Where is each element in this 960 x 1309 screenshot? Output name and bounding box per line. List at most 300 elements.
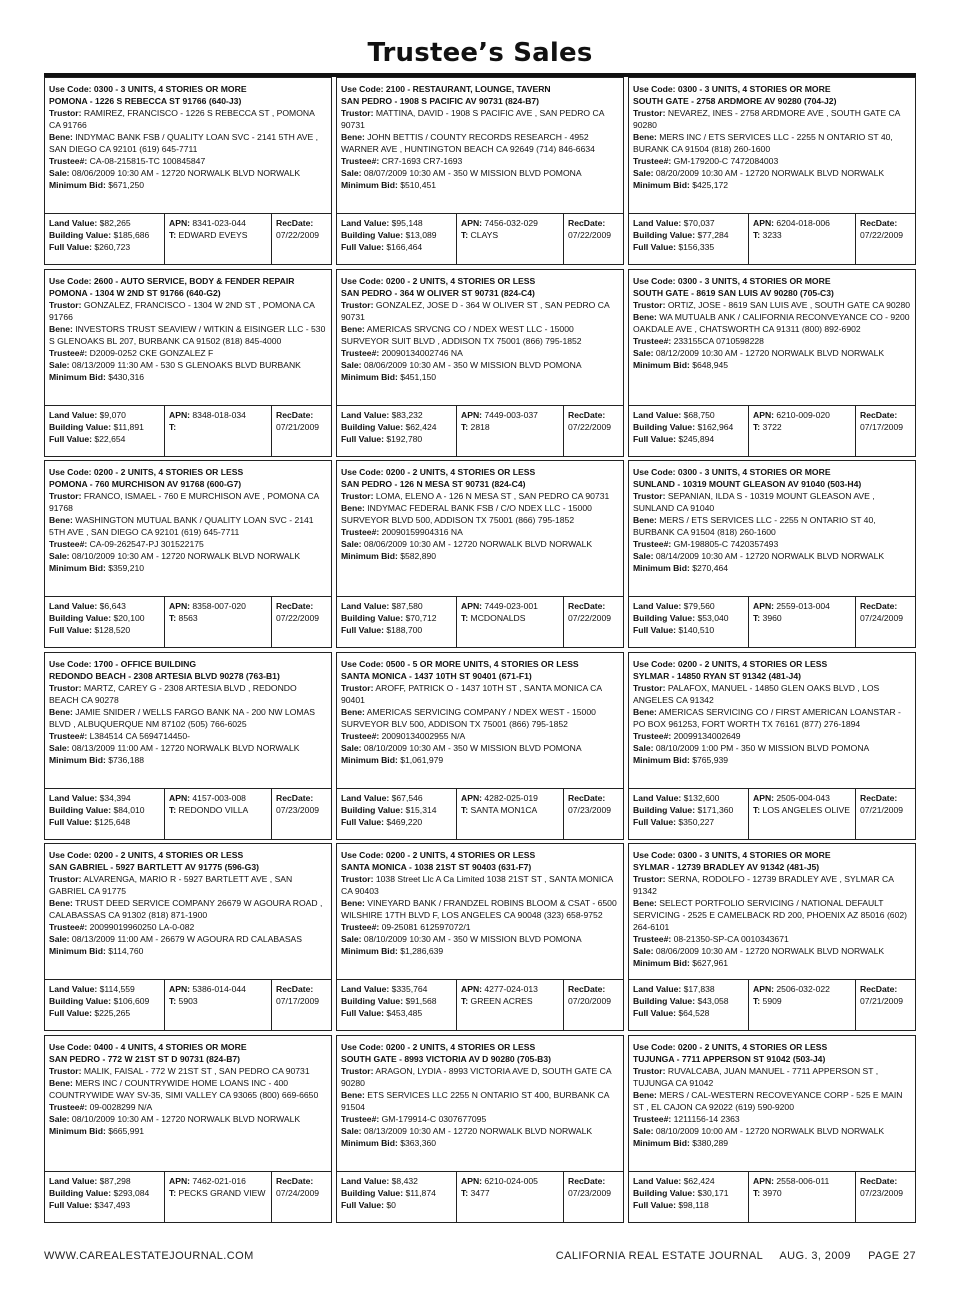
- tract-label: T:: [461, 613, 469, 623]
- trustee-number-label: Trustee#:: [49, 347, 88, 358]
- values-cell: [45, 406, 165, 456]
- use-code: Use Code: 0200 - 2 UNITS, 4 STORIES OR LESS: [341, 467, 536, 477]
- full-value: [49, 1199, 160, 1211]
- values-cell: [629, 214, 749, 264]
- use-code: Use Code: 0400 - 4 UNITS, 4 STORIES OR MORE: [49, 1041, 247, 1052]
- apn: [461, 600, 559, 612]
- apn: [753, 1175, 851, 1187]
- values-cell: [337, 597, 457, 647]
- land-value-value: $132,600: [681, 792, 720, 803]
- property-address: SAN PEDRO - 772 W 21ST ST D 90731 (824-B7): [49, 1053, 241, 1064]
- property-address: POMONA - 760 MURCHISON AV 91768 (600-G7): [49, 479, 242, 489]
- minimum-bid: [633, 359, 911, 371]
- recdate-label: RecDate:: [860, 409, 898, 420]
- use-code: Use Code: 2100 - RESTAURANT, LOUNGE, TAVERN: [341, 84, 551, 94]
- trustor-value: AROFF, PATRICK O - 1437 10TH ST , SANTA MONICA CA 90401: [341, 682, 602, 705]
- beneficiary-value: TRUST DEED SERVICE COMPANY 26679 W AGOURA ROAD , CALABASSAS CA 91302 (818) 871-1900: [49, 898, 323, 920]
- land-value: [633, 409, 744, 421]
- tract-label: T:: [753, 230, 761, 240]
- sale-info-value: 08/20/2009 10:30 AM - 12720 NORWALK BLVD NORWALK: [653, 168, 885, 178]
- beneficiary: [633, 1089, 911, 1113]
- values-cell: [629, 406, 749, 456]
- sale-info-label: Sale:: [341, 1125, 362, 1136]
- full-value-label: Full Value:: [341, 433, 384, 444]
- listing-card: [44, 843, 332, 1031]
- apn-label: APN:: [169, 601, 191, 611]
- land-value-value: $83,232: [389, 409, 423, 420]
- minimum-bid-value: $736,188: [105, 754, 145, 765]
- building-value: [633, 229, 744, 241]
- land-value: [633, 600, 744, 612]
- land-value-label: Land Value:: [341, 984, 390, 994]
- listing-row: [44, 652, 916, 844]
- recdate-value: 07/23/2009: [276, 804, 320, 815]
- apn-value: 6210-009-020: [774, 409, 830, 420]
- trustee-number-label: Trustee#:: [341, 730, 380, 741]
- valuation-table: [337, 596, 623, 647]
- sale-info: [49, 359, 327, 371]
- trustor-label: Trustor:: [49, 299, 82, 310]
- full-value-label: Full Value:: [49, 242, 92, 252]
- full-value-label: Full Value:: [633, 625, 676, 635]
- tract-label: T:: [169, 230, 177, 240]
- sale-info: [341, 933, 619, 945]
- trustor-value: RAMIREZ, FRANCISCO - 1226 S REBECCA ST , POMONA CA 91766: [49, 108, 315, 130]
- apn-label: APN:: [461, 409, 483, 420]
- building-value: [341, 612, 452, 624]
- tract-label: T:: [753, 1187, 761, 1198]
- building-value-label: Building Value:: [341, 1187, 404, 1198]
- full-value-value: $98,118: [675, 1199, 709, 1210]
- minimum-bid: [49, 371, 327, 383]
- listing-card: [336, 1035, 624, 1223]
- property-address: SAN PEDRO - 1908 S PACIFIC AV 90731 (824-B7): [341, 96, 540, 106]
- land-value: [49, 600, 160, 612]
- beneficiary-label: Bene:: [341, 503, 365, 513]
- full-value-label: Full Value:: [49, 1199, 92, 1210]
- building-value-label: Building Value:: [633, 996, 696, 1006]
- apn: [169, 1175, 267, 1187]
- values-cell: [337, 1172, 457, 1222]
- tract-value: 3233: [760, 230, 782, 240]
- building-value-value: $77,284: [695, 230, 729, 240]
- valuation-table: [45, 213, 331, 264]
- apn-cell: [457, 597, 564, 647]
- beneficiary-value: SELECT PORTFOLIO SERVICING / NATIONAL DEFAULT SERVICING - 2525 E CAMELBACK RD 200, PHOENIX AZ 85016 (602) 264-6101: [633, 898, 908, 932]
- recdate-label: RecDate:: [568, 409, 606, 420]
- values-cell: [337, 406, 457, 456]
- listing-card: [628, 1035, 916, 1223]
- recdate-value: 07/17/2009: [860, 421, 904, 432]
- tract-label: T:: [461, 1187, 469, 1198]
- trustee-number-label: Trustee#:: [633, 335, 672, 346]
- trustee-number: [49, 730, 327, 742]
- trustor-label: Trustor:: [633, 491, 666, 501]
- trustor-label: Trustor:: [633, 1065, 666, 1076]
- minimum-bid-label: Minimum Bid:: [341, 946, 398, 956]
- tract-value: SANTA MON1CA: [468, 804, 538, 815]
- minimum-bid: [633, 754, 911, 766]
- building-value-label: Building Value:: [341, 230, 404, 240]
- trustor-label: Trustor:: [341, 1065, 374, 1076]
- tract: [753, 804, 851, 816]
- sale-info-value: 08/10/2009 10:30 AM - 350 W MISSION BLVD POMONA: [361, 934, 582, 944]
- listing-details: [633, 1041, 911, 1149]
- sale-info-label: Sale:: [49, 359, 70, 370]
- trustor-value: ARAGON, LYDIA - 8993 VICTORIA AVE D, SOUTH GATE CA 90280: [341, 1065, 612, 1088]
- apn-cell: [457, 406, 564, 456]
- trustor: [341, 490, 619, 502]
- land-value-label: Land Value:: [341, 409, 390, 420]
- building-value-value: $13,089: [403, 230, 437, 240]
- sale-info-value: 08/13/2009 11:30 AM - 530 S GLENOAKS BLVD BURBANK: [69, 359, 301, 370]
- full-value: [633, 1199, 744, 1211]
- full-value-value: $453,485: [383, 1008, 423, 1018]
- use-code: Use Code: 0200 - 2 UNITS, 4 STORIES OR LESS: [341, 1041, 536, 1052]
- trustee-number-value: 20090134002955 N/A: [379, 730, 466, 741]
- land-value-value: $34,394: [97, 792, 131, 803]
- property-address: TUJUNGA - 7711 APPERSON ST 91042 (503-J4): [633, 1053, 826, 1064]
- tract-value: 3722: [760, 421, 782, 432]
- apn: [753, 983, 851, 995]
- minimum-bid-label: Minimum Bid:: [633, 1137, 690, 1148]
- use-code: Use Code: 0300 - 3 UNITS, 4 STORIES OR MORE: [633, 275, 831, 286]
- apn: [753, 217, 851, 229]
- listing-details: [633, 466, 911, 574]
- tract: [169, 804, 267, 816]
- minimum-bid-value: $665,991: [105, 1125, 145, 1136]
- full-value-value: $0: [383, 1199, 396, 1210]
- trustee-number-value: 20099134002649: [671, 730, 741, 741]
- full-value: [341, 816, 452, 828]
- recdate-label: RecDate:: [276, 218, 314, 228]
- sale-info: [49, 1113, 327, 1125]
- land-value-label: Land Value:: [341, 601, 390, 611]
- land-value: [49, 409, 160, 421]
- property-address: SOUTH GATE - 8619 SAN LUIS AV 90280 (705-C3): [633, 287, 834, 298]
- full-value-label: Full Value:: [341, 242, 384, 252]
- property-address: SYLMAR - 12739 BRADLEY AV 91342 (481-J5): [633, 862, 820, 872]
- apn-value: 8348-018-034: [190, 409, 246, 420]
- tract-label: T:: [753, 996, 761, 1006]
- minimum-bid-value: $1,286,639: [397, 946, 444, 956]
- tract-label: T:: [169, 804, 177, 815]
- tract-label: T:: [169, 996, 177, 1006]
- recdate-value: 07/22/2009: [276, 613, 320, 623]
- recdate-cell: [272, 980, 331, 1030]
- listing-row: [44, 460, 916, 652]
- minimum-bid-value: $380,289: [689, 1137, 729, 1148]
- full-value-label: Full Value:: [49, 1008, 92, 1018]
- valuation-table: [629, 405, 915, 456]
- trustee-number-label: Trustee#:: [49, 1101, 88, 1112]
- beneficiary-label: Bene:: [633, 706, 657, 717]
- tract: [461, 421, 559, 433]
- apn: [461, 792, 559, 804]
- listing-row: [44, 843, 916, 1035]
- trustor: [633, 1065, 911, 1089]
- sale-info-label: Sale:: [49, 1113, 70, 1124]
- trustee-number-value: D2009-0252 CKE GONZALEZ F: [87, 347, 214, 358]
- apn-label: APN:: [753, 984, 775, 994]
- minimum-bid: [341, 550, 619, 562]
- apn-label: APN:: [461, 601, 483, 611]
- use-code: Use Code: 0200 - 2 UNITS, 4 STORIES OR LESS: [633, 658, 828, 669]
- land-value: [341, 217, 452, 229]
- beneficiary: [633, 514, 911, 538]
- trustor: [633, 107, 911, 131]
- land-value-label: Land Value:: [49, 984, 98, 994]
- recdate-value: 07/21/2009: [276, 421, 320, 432]
- recdate-label: RecDate:: [276, 984, 314, 994]
- sale-info: [341, 538, 619, 550]
- building-value-label: Building Value:: [49, 1187, 112, 1198]
- listing-card: [336, 652, 624, 840]
- tract: [169, 1187, 267, 1199]
- minimum-bid: [49, 179, 327, 191]
- full-value: [49, 624, 160, 636]
- sale-info: [49, 742, 327, 754]
- minimum-bid: [341, 371, 619, 383]
- valuation-table: [629, 596, 915, 647]
- apn: [169, 217, 267, 229]
- beneficiary-label: Bene:: [49, 132, 73, 142]
- building-value-label: Building Value:: [49, 996, 112, 1006]
- tract-label: T:: [461, 421, 469, 432]
- listing-card: [628, 460, 916, 648]
- trustee-number-value: GM-179200-C 7472084003: [671, 156, 779, 166]
- apn: [753, 409, 851, 421]
- trustor-value: GONZALEZ, FRANCISCO - 1304 W 2ND ST , POMONA CA 91766: [49, 299, 315, 322]
- trustor: [49, 107, 327, 131]
- beneficiary-label: Bene:: [49, 898, 73, 908]
- recdate-value: 07/21/2009: [860, 996, 904, 1006]
- apn-value: 6204-018-006: [774, 218, 830, 228]
- building-value-label: Building Value:: [341, 613, 404, 623]
- sale-info-value: 08/12/2009 10:30 AM - 12720 NORWALK BLVD NORWALK: [653, 347, 885, 358]
- tract: [753, 421, 851, 433]
- apn-label: APN:: [461, 1175, 483, 1186]
- building-value-value: $11,874: [403, 1187, 436, 1198]
- trustor: [341, 299, 619, 323]
- apn-cell: [165, 214, 272, 264]
- trustor-value: FRANCO, ISMAEL - 760 E MURCHISON AVE , POMONA CA 91768: [49, 491, 319, 513]
- trustor-label: Trustor:: [341, 874, 374, 884]
- full-value: [341, 241, 452, 253]
- property-address: REDONDO BEACH - 2308 ARTESIA BLVD 90278 (763-B1): [49, 670, 280, 681]
- land-value-label: Land Value:: [49, 792, 98, 803]
- sale-info-label: Sale:: [341, 742, 362, 753]
- building-value-value: $20,100: [111, 613, 145, 623]
- trustee-number: [341, 526, 619, 538]
- beneficiary-label: Bene:: [341, 706, 365, 717]
- listing-card: [336, 843, 624, 1031]
- trustor-value: MARTZ, CAREY G - 2308 ARTESIA BLVD , REDONDO BEACH CA 90278: [49, 682, 297, 705]
- minimum-bid-value: $359,210: [105, 563, 145, 573]
- trustee-number-label: Trustee#:: [633, 1113, 672, 1124]
- building-value-label: Building Value:: [49, 421, 112, 432]
- land-value: [49, 983, 160, 995]
- recdate-label: RecDate:: [860, 984, 898, 994]
- minimum-bid-value: $582,890: [397, 551, 437, 561]
- tract-value: GREEN ACRES: [468, 996, 533, 1006]
- sale-info-value: 08/10/2009 10:30 AM - 12720 NORWALK BLVD NORWALK: [69, 1113, 301, 1124]
- beneficiary: [341, 897, 619, 921]
- building-value-label: Building Value:: [49, 613, 112, 623]
- trustee-number-label: Trustee#:: [341, 1113, 380, 1124]
- trustor-value: GONZALEZ, JOSE D - 364 W OLIVER ST , SAN PEDRO CA 90731: [341, 299, 610, 322]
- full-value-value: $140,510: [675, 625, 715, 635]
- full-value: [49, 816, 160, 828]
- trustor-value: LOMA, ELENO A - 126 N MESA ST , SAN PEDRO CA 90731: [373, 491, 610, 501]
- tract-label: T:: [169, 613, 177, 623]
- beneficiary: [49, 897, 327, 921]
- listing-card: [628, 269, 916, 457]
- beneficiary: [633, 897, 911, 933]
- beneficiary-label: Bene:: [341, 132, 365, 142]
- beneficiary: [341, 502, 619, 526]
- full-value-value: $192,780: [383, 433, 423, 444]
- recdate-label: RecDate:: [568, 1175, 606, 1186]
- beneficiary: [49, 706, 327, 730]
- land-value: [633, 983, 744, 995]
- full-value-label: Full Value:: [633, 242, 676, 252]
- recdate-cell: [272, 406, 331, 456]
- trustor: [341, 682, 619, 706]
- sale-info-label: Sale:: [633, 551, 654, 561]
- apn-cell: [165, 789, 272, 839]
- minimum-bid-value: $451,150: [397, 371, 437, 382]
- recdate-value: 07/22/2009: [276, 230, 320, 240]
- minimum-bid: [633, 957, 911, 969]
- trustee-number: [49, 1101, 327, 1113]
- beneficiary: [341, 706, 619, 730]
- listing-card: [44, 1035, 332, 1223]
- tract-value: 3960: [760, 613, 782, 623]
- sale-info-value: 08/13/2009 11:00 AM - 26679 W AGOURA RD CALABASAS: [69, 934, 303, 944]
- full-value-value: $125,648: [91, 816, 131, 827]
- listing-card: [44, 269, 332, 457]
- minimum-bid: [49, 562, 327, 574]
- sale-info: [633, 742, 911, 754]
- trustor: [341, 107, 619, 131]
- trustee-number-value: 09-0028299 N/A: [87, 1101, 153, 1112]
- trustee-number-label: Trustee#:: [49, 730, 88, 741]
- trustor-label: Trustor:: [49, 108, 82, 118]
- trustor-value: SEPANIAN, ILDA S - 10319 MOUNT GLEASON AVE , SUNLAND CA 91040: [633, 491, 875, 513]
- beneficiary-value: MERS / ETS SERVICES LLC - 2255 N ONTARIO ST 40, BURBANK CA 91504 (818) 260-1600: [633, 515, 876, 537]
- minimum-bid-value: $114,760: [105, 946, 144, 956]
- minimum-bid-value: $765,939: [689, 754, 729, 765]
- building-value-value: $171,360: [695, 804, 734, 815]
- listings-grid: [44, 77, 916, 1226]
- tract: [461, 804, 559, 816]
- full-value-label: Full Value:: [633, 1199, 676, 1210]
- sale-info-label: Sale:: [633, 1125, 654, 1136]
- recdate-label: RecDate:: [276, 792, 314, 803]
- use-code: Use Code: 0200 - 2 UNITS, 4 STORIES OR LESS: [633, 1041, 828, 1052]
- minimum-bid-label: Minimum Bid:: [633, 563, 690, 573]
- building-value-value: $293,084: [111, 1187, 150, 1198]
- values-cell: [337, 789, 457, 839]
- trustor-label: Trustor:: [49, 874, 82, 884]
- sale-info: [633, 945, 911, 957]
- tract-value: REDONDO VILLA: [176, 804, 249, 815]
- sale-info: [341, 1125, 619, 1137]
- trustee-number: [633, 1113, 911, 1125]
- listing-card: [628, 843, 916, 1031]
- trustee-number-value: CA-08-215815-TC 100845847: [87, 156, 206, 166]
- property-address: POMONA - 1226 S REBECCA ST 91766 (640-J3): [49, 96, 242, 106]
- full-value: [341, 624, 452, 636]
- property-address: SAN PEDRO - 126 N MESA ST 90731 (824-C4): [341, 479, 526, 489]
- valuation-table: [337, 405, 623, 456]
- minimum-bid-label: Minimum Bid:: [341, 754, 398, 765]
- trustee-number: [341, 730, 619, 742]
- listing-details: [341, 83, 619, 191]
- beneficiary-value: AMERICAS SERVICING COMPANY / NDEX WEST - 15000 SURVEYOR BLV 500, ADDISON TX 75001 (866) 795-1852: [341, 706, 596, 729]
- tract-value: 8563: [176, 613, 198, 623]
- minimum-bid-label: Minimum Bid:: [49, 371, 106, 382]
- full-value-label: Full Value:: [49, 816, 92, 827]
- trustor-label: Trustor:: [341, 299, 374, 310]
- trustor-label: Trustor:: [49, 491, 82, 501]
- minimum-bid: [633, 1137, 911, 1149]
- recdate-value: 07/24/2009: [276, 1187, 320, 1198]
- sale-info-label: Sale:: [633, 946, 654, 956]
- trustee-number-label: Trustee#:: [49, 922, 88, 932]
- tract-label: T:: [169, 1187, 177, 1198]
- land-value-value: $335,764: [389, 984, 428, 994]
- building-value-label: Building Value:: [633, 230, 696, 240]
- beneficiary-value: MERS INC / COUNTRYWIDE HOME LOANS INC - 400 COUNTRYWIDE WAY SV-35, SIMI VALLEY CA 93065 (800) 669-6650: [49, 1077, 319, 1100]
- building-value: [633, 421, 744, 433]
- sale-info-value: 08/06/2009 10:30 AM - 350 W MISSION BLVD POMONA: [361, 359, 582, 370]
- full-value-value: $225,265: [91, 1008, 131, 1018]
- values-cell: [45, 597, 165, 647]
- trustee-number-label: Trustee#:: [341, 156, 380, 166]
- listing-details: [49, 83, 327, 191]
- listing-details: [633, 849, 911, 969]
- tract: [169, 421, 267, 433]
- sale-info-value: 08/10/2009 10:30 AM - 350 W MISSION BLVD POMONA: [361, 742, 582, 753]
- beneficiary: [633, 706, 911, 730]
- beneficiary-label: Bene:: [341, 898, 365, 908]
- apn-value: 6210-024-005: [482, 1175, 538, 1186]
- beneficiary: [341, 1089, 619, 1113]
- footer-publication: CALIFORNIA REAL ESTATE JOURNAL AUG. 3, 2009 PAGE 27: [555, 1250, 916, 1262]
- apn-cell: [749, 214, 856, 264]
- valuation-table: [629, 213, 915, 264]
- sale-info-label: Sale:: [633, 347, 654, 358]
- trustee-number-value: GM-179914-C 0307677095: [379, 1113, 487, 1124]
- sale-info-label: Sale:: [341, 934, 362, 944]
- recdate-label: RecDate:: [276, 409, 314, 420]
- listing-details: [341, 1041, 619, 1149]
- full-value-value: $128,520: [91, 625, 131, 635]
- building-value-value: $62,424: [403, 421, 437, 432]
- apn: [461, 1175, 559, 1187]
- full-value-label: Full Value:: [341, 816, 384, 827]
- sale-info: [633, 1125, 911, 1137]
- listing-card: [336, 460, 624, 648]
- building-value-value: $15,314: [403, 804, 437, 815]
- minimum-bid-label: Minimum Bid:: [49, 946, 106, 956]
- building-value-label: Building Value:: [49, 804, 112, 815]
- beneficiary-value: INDYMAC BANK FSB / QUALITY LOAN SVC - 2141 5TH AVE , SAN DIEGO CA 92101 (619) 645-7711: [49, 132, 319, 154]
- trustor: [49, 1065, 327, 1077]
- values-cell: [45, 789, 165, 839]
